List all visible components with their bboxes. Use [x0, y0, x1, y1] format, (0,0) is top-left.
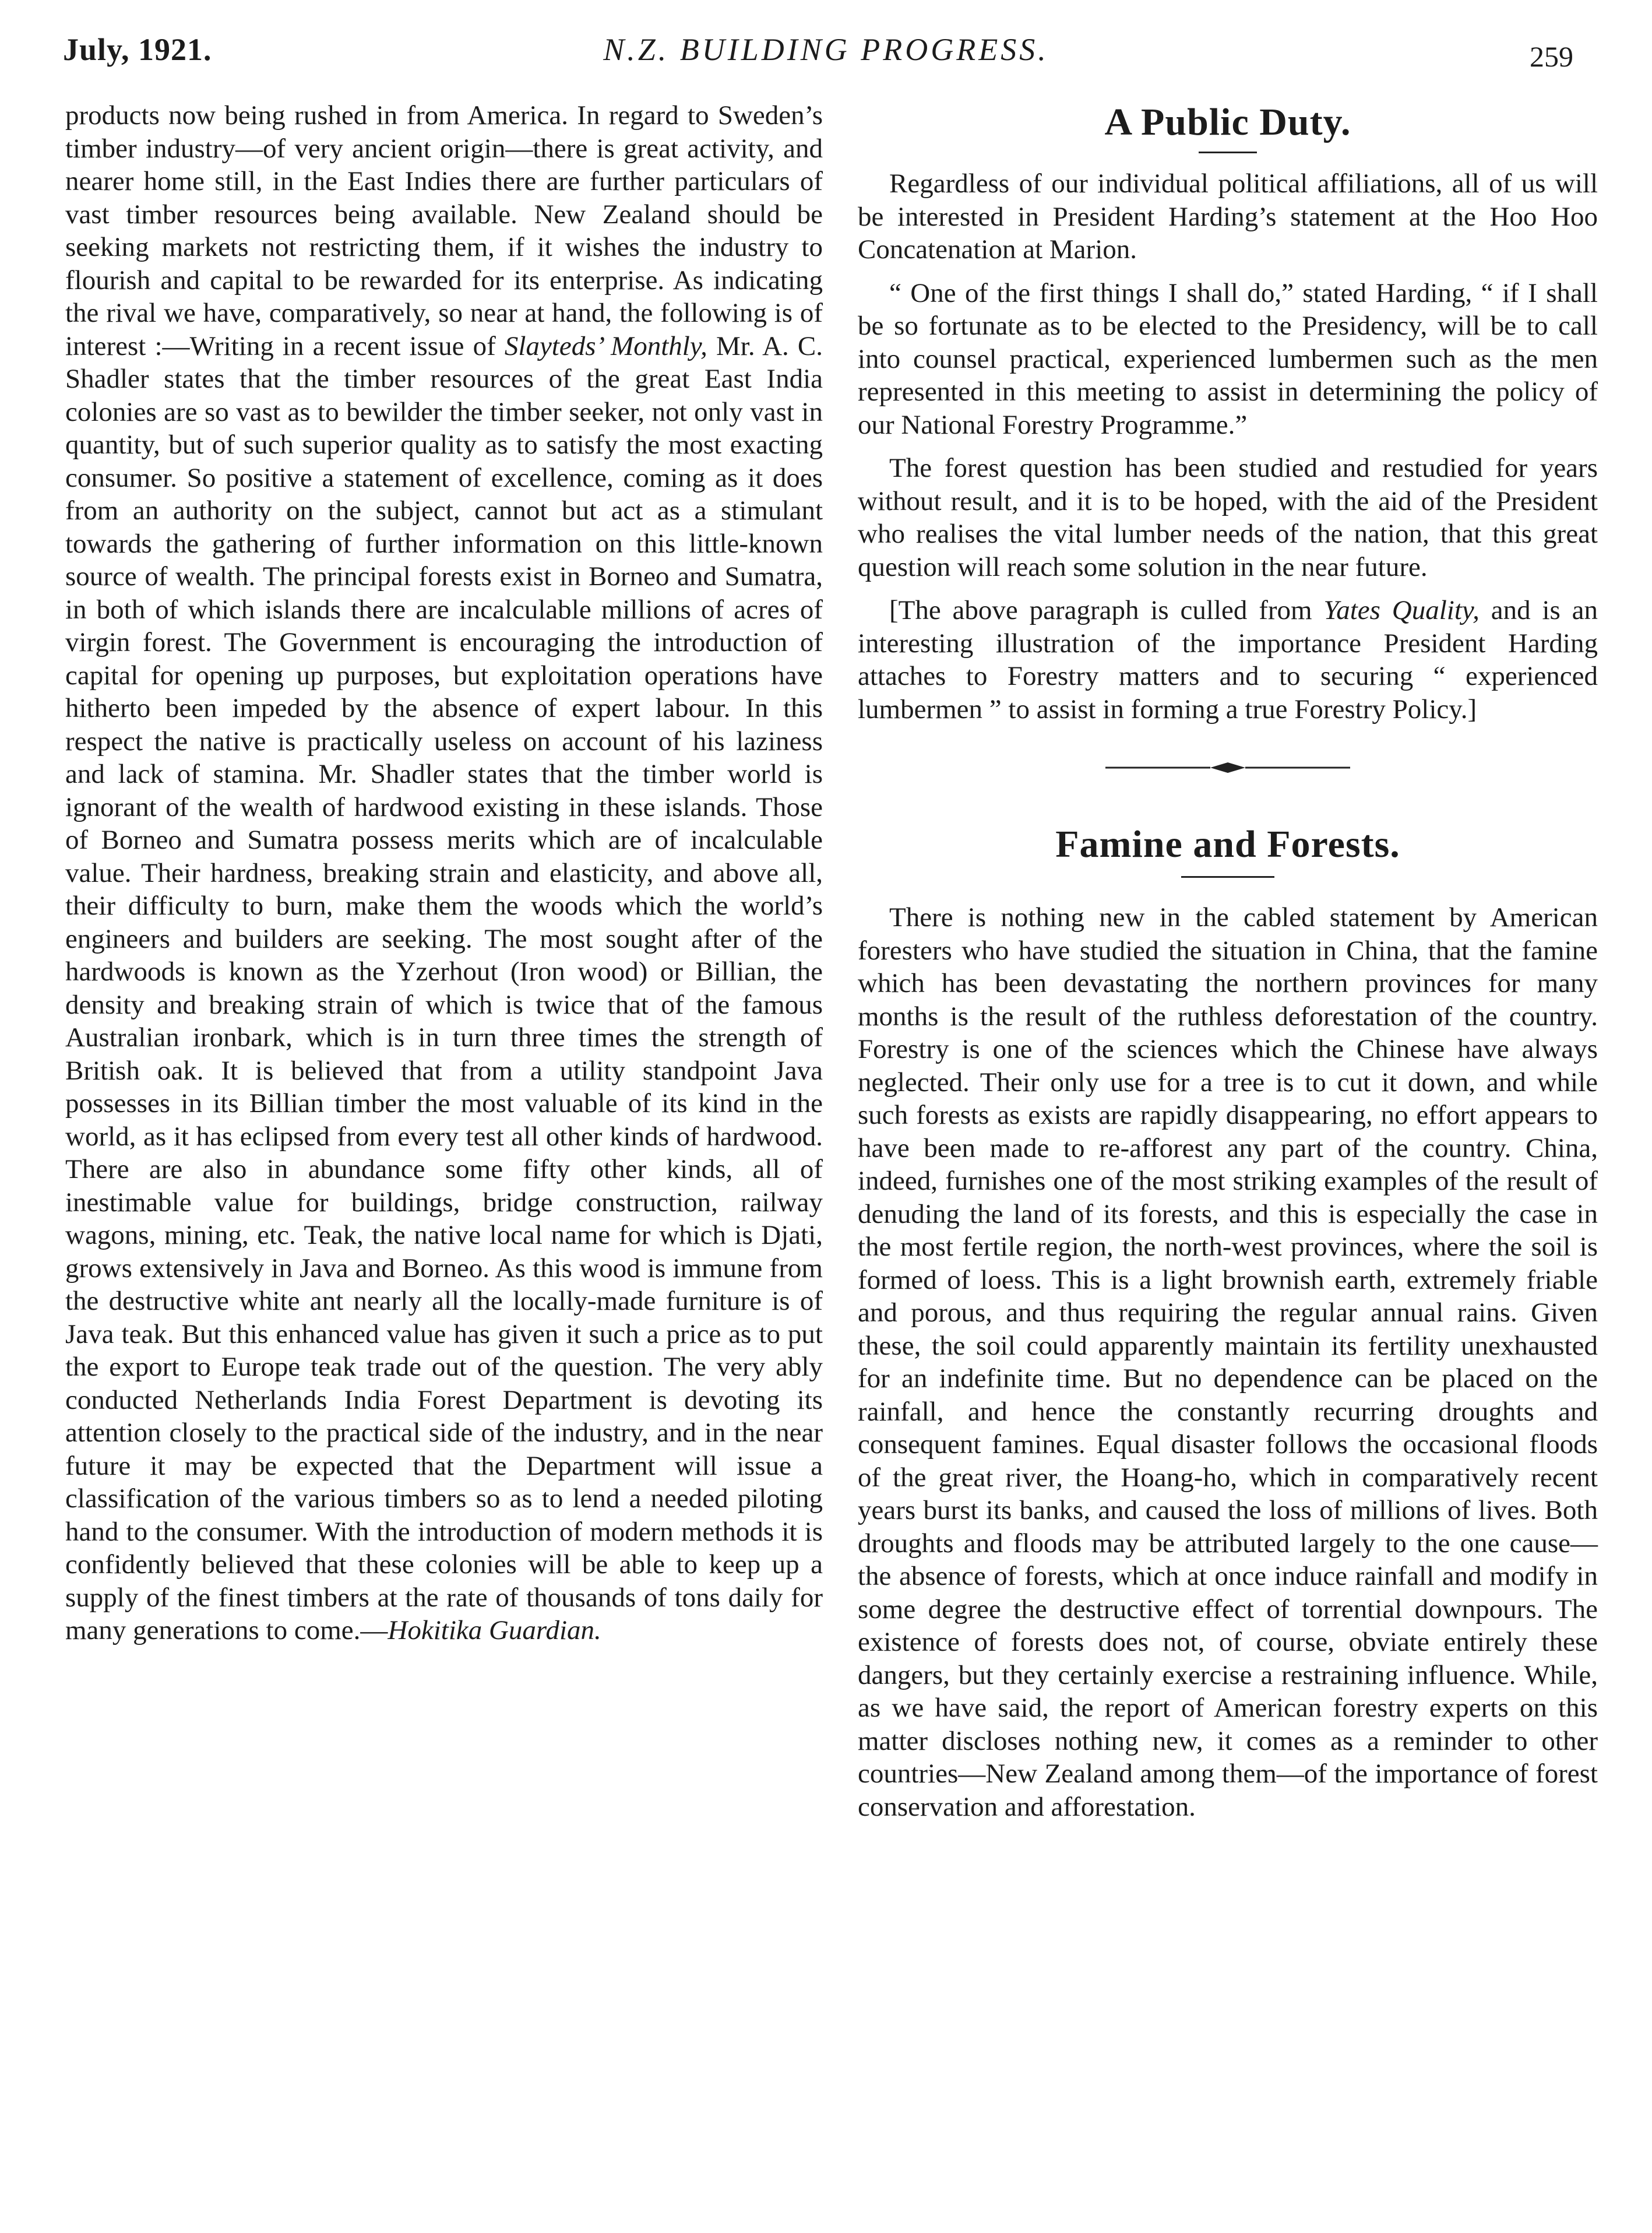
paragraph: The forest question has been studied and restudied for years without result, and it is to be hoped, with the aid of the President who realises the vital lumber needs of the nation, that this great question will reach some solution in the near future. — [858, 453, 1598, 582]
editor-note — [858, 594, 1598, 726]
note-source: Yates Quality, — [1323, 595, 1480, 625]
article-body — [858, 167, 1598, 726]
article-attribution: Hokitika Guardian. — [388, 1615, 601, 1645]
article-body — [858, 901, 1598, 1823]
left-column — [65, 99, 823, 1647]
title-underline — [1181, 876, 1274, 878]
title-underline — [1199, 152, 1257, 153]
article-title: Famine and Forests. — [1055, 823, 1400, 866]
journal-title: N.Z. BUILDING PROGRESS. — [603, 32, 1049, 67]
diamond-rule-ornament-icon — [1105, 761, 1350, 775]
article-public-duty — [858, 99, 1598, 726]
note-text-continued: and is an interesting illustration of the importance President Harding attaches to Forestry matters and to securing “ experienced lumbermen ” to assist in forming a true Forestry Policy.] — [858, 595, 1598, 725]
source-publication: Slayteds’ Monthly, — [504, 330, 707, 361]
continued-article-text — [65, 99, 823, 1647]
paragraph: There is nothing new in the cabled statement by American foresters who have studied the situation in China, that the famine which has been devastating the northern provinces for many months is the result of the ruthless deforestation of the country. Forestry is one of the sciences which the Chinese have always neglected. Their only use for a tree is to cut it down, and while such forests as exists are rapidly disappearing, no effort appears to have been made to re-afforest any part of the country. China, indeed, furnishes one of the most striking examples of the result of denuding the land of its forests, and this is especially the case in the most fertile region, the north-west provinces, where the soil is formed of loess. This is a light brownish earth, extremely friable and porous, and thus requiring the regular annual rains. Given these, the soil could apparently maintain its fertility unexhausted for an indefinite time. But no dependence can be placed on the rainfall, and hence the constantly recurring droughts and consequent famines. Equal disaster follows the occasional floods of the great river, the Hoang-ho, which in comparatively recent years burst its banks, and caused the loss of millions of lives. Both droughts and floods may be attributed largely to the one cause—the absence of forests, which at once induce rainfall and modify in some degree the destructive effect of torrential downpours. The existence of forests does not, of course, obviate entirely these dangers, but they certainly exercise a restraining influence. While, as we have said, the report of American forestry experts on this matter discloses nothing new, it comes as a reminder to other countries—New Zealand among them—of the importance of forest conservation and afforestation. — [858, 902, 1598, 1822]
note-text: [The above paragraph is culled from — [889, 595, 1312, 625]
page-header — [0, 28, 1652, 98]
article-famine-and-forests — [858, 821, 1598, 1823]
article-title: A Public Duty. — [1104, 101, 1351, 143]
paragraph: “ One of the first things I shall do,” stated Harding, “ if I shall be so fortunate as to be elected to the Presidency, will be to call into counsel practical, experienced lumbermen such as the men represented in this meeting to assist in determining the policy of our National Forestry Programme.” — [858, 277, 1598, 440]
page-number: 259 — [1530, 40, 1573, 73]
right-column — [858, 99, 1598, 1834]
paragraph: Regardless of our individual political affiliations, all of us will be interested in President Harding’s statement at the Hoo Hoo Concatenation at Marion. — [858, 168, 1598, 265]
issue-date: July, 1921. — [63, 32, 212, 67]
article-text-continued: Mr. A. C. Shadler states that the timber resources of the great East India colonies are so vast as to bewilder the timber seeker, not only vast in quantity, but of such superior quality as to satisfy the most exacting consumer. So positive a statement of excellence, coming as it does from an authority on the subject, cannot but act as a stimulant towards the gathering of further information on this little-known source of wealth. The principal forests exist in Borneo and Sumatra, in both of which islands there are incalculable millions of acres of virgin forest. The Government is encouraging the introduction of capital for opening up purposes, but exploitation operations have hitherto been impeded by the absence of expert labour. In this respect the native is practically useless on account of his laziness and lack of stamina. Mr. Shadler states that the timber world is ignorant of the wealth of hardwood existing in these islands. Those of Borneo and Sumatra possess merits which are of incalculable value. Their hardness, breaking strain and elasticity, and above all, their difficulty to burn, make them the woods which the world’s engineers and builders are seeking. The most sought after of the hardwoods is known as the Yzerhout (Iron wood) or Billian, the density and breaking strain of which is twice that of the famous Australian ironbark, which is in turn three times the strength of British oak. It is believed that from a utility standpoint Java possesses in its Billian timber the most valuable of its kind in the world, as it has eclipsed from every test all other kinds of hardwood. There are also in abundance some fifty other kinds, all of inestimable value for buildings, bridge construction, railway wagons, mining, etc. Teak, the native local name for which is Djati, grows extensively in Java and Borneo. As this wood is immune from the destructive white ant nearly all the locally-made furniture is of Java teak. But this enhanced value has given it such a price as to put the export to Europe teak trade out of the question. The very ably conducted Netherlands India Forest Department is devoting its attention closely to the practical side of the industry, and in the near future it may be expected that the Department will issue a classification of the various timbers so as to lend a needed piloting hand to the consumer. With the introduction of modern methods it is confidently believed that these colonies will be able to keep up a supply of the finest timbers at the rate of thousands of tons daily for many generations to come.— — [65, 330, 823, 1645]
article-text-start: products now being rushed in from America. In regard to Sweden’s timber industry—of very ancient origin—there is great activity, and nearer home still, in the East Indies there are further particulars of vast timber resources being available. New Zealand should be seeking markets not restricting them, if it wishes the industry to flourish and capital to be rewarded for its enterprise. As indicating the rival we have, comparatively, so near at hand, the following is of interest :—Writing in a recent issue of — [65, 100, 823, 361]
